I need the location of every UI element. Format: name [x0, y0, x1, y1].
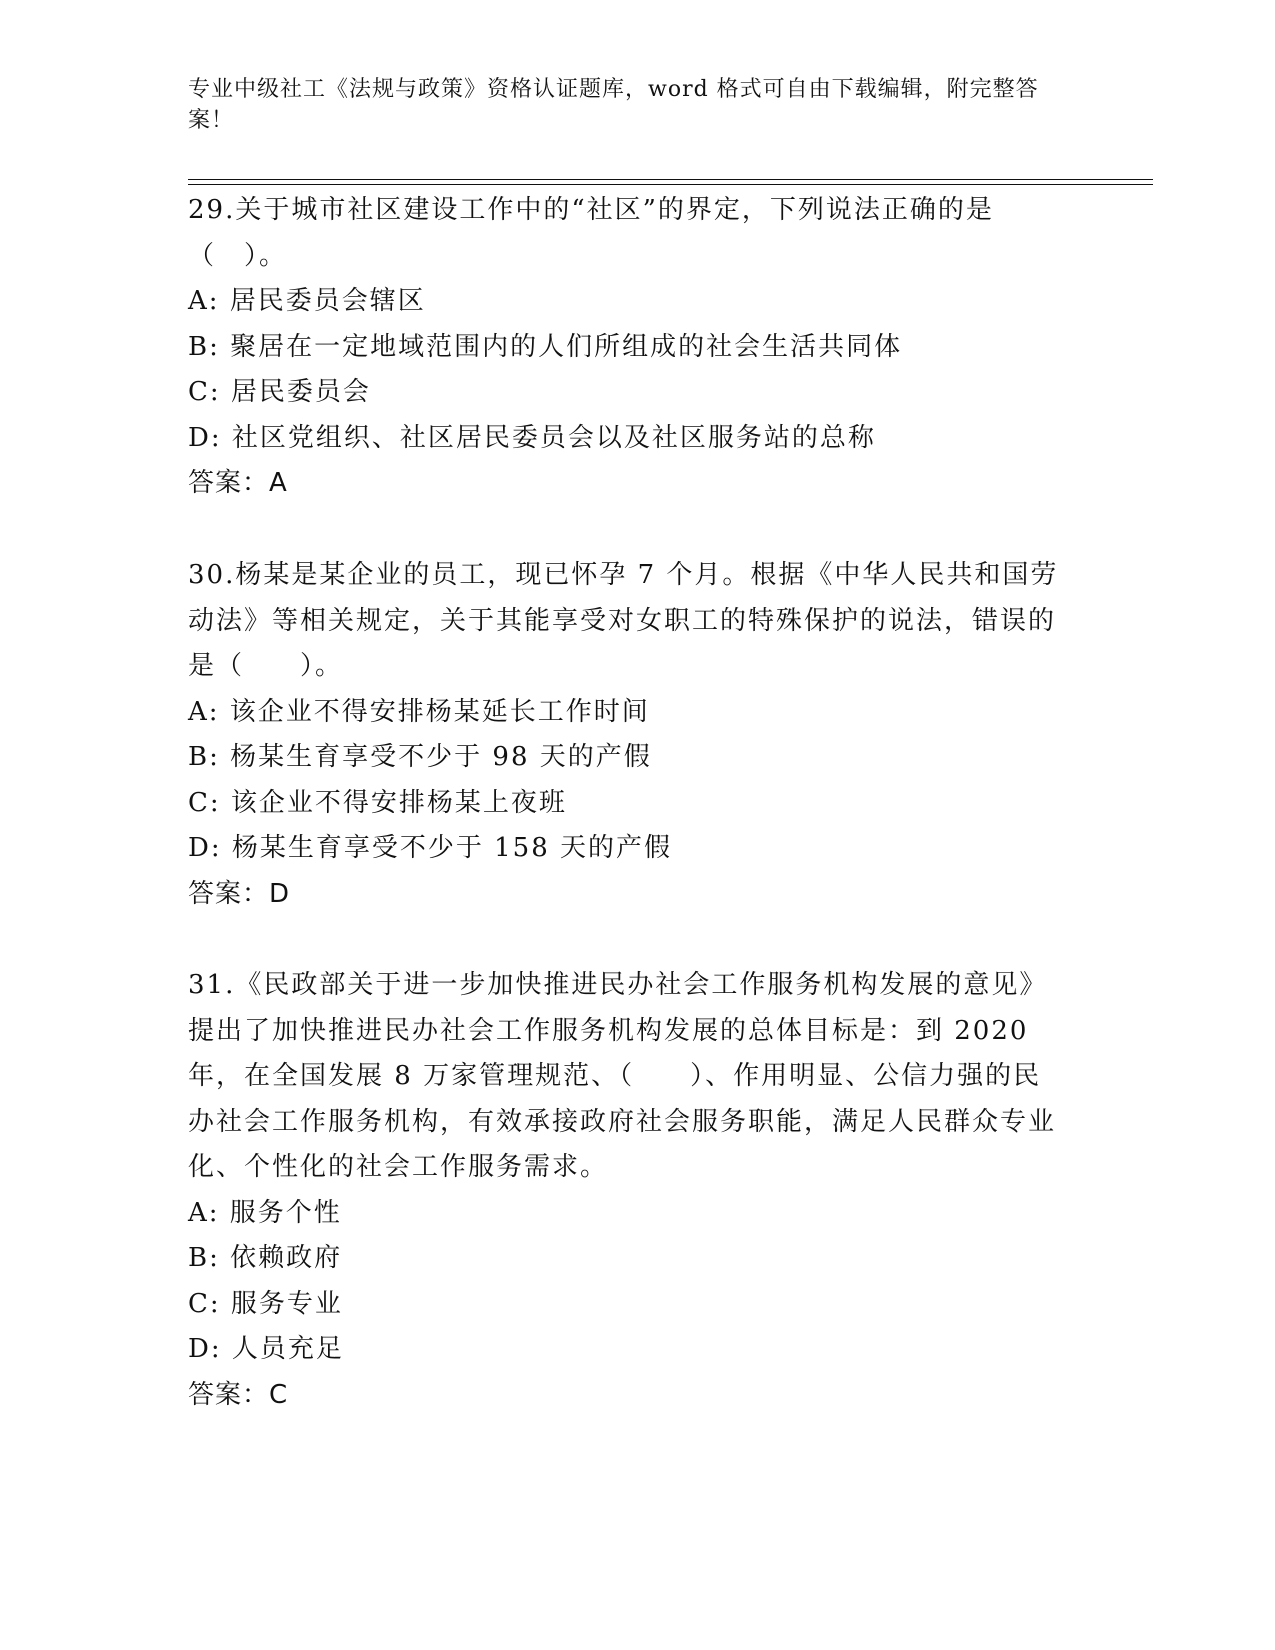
header-rule-bottom — [188, 184, 1153, 185]
answer: 答案：C — [188, 1379, 289, 1410]
question-29 — [188, 188, 1088, 507]
answer: 答案：D — [188, 878, 291, 909]
option-b: B: 聚居在一定地域范围内的人们所组成的社会生活共同体 — [188, 331, 903, 362]
question-30 — [188, 553, 1088, 917]
question-stem: 30.杨某是某企业的员工，现已怀孕 7 个月。根据《中华人民共和国劳动法》等相关规定，关于其能享受对女职工的特殊保护的说法，错误的是（ ）。 — [188, 560, 1059, 681]
option-b: B: 杨某生育享受不少于 98 天的产假 — [188, 742, 652, 772]
question-31 — [188, 963, 1088, 1418]
answer: 答案：A — [188, 468, 288, 498]
option-d: D: 杨某生育享受不少于 158 天的产假 — [188, 833, 673, 863]
option-a: A: 该企业不得安排杨某延长工作时间 — [188, 696, 650, 727]
question-stem: 29.关于城市社区建设工作中的“社区”的界定，下列说法正确的是（ ）。 — [188, 195, 994, 271]
option-b: B: 依赖政府 — [188, 1243, 343, 1273]
option-a: A: 服务个性 — [188, 1197, 342, 1228]
option-c: C: 该企业不得安排杨某上夜班 — [188, 787, 567, 818]
option-d: D: 人员充足 — [188, 1334, 344, 1364]
option-c: C: 服务专业 — [188, 1288, 343, 1319]
option-c: C: 居民委员会 — [188, 377, 371, 407]
question-stem: 31.《民政部关于进一步加快推进民办社会工作服务机构发展的意见》提出了加快推进民办社会工作服务机构发展的总体目标是：到 2020 年，在全国发展 8 万家管理规范、（ ）、作用明显、公信力强的民办社会工作服务机构，有效承接政府社会服务职能，满足人民群众专业化、个性化的社会工作服务需求。 — [188, 970, 1057, 1182]
document-header: 专业中级社工《法规与政策》资格认证题库，word 格式可自由下载编辑，附完整答案！ — [188, 77, 1039, 133]
option-d: D: 社区党组织、社区居民委员会以及社区服务站的总称 — [188, 422, 876, 453]
header-rule-top — [188, 179, 1153, 180]
option-a: A: 居民委员会辖区 — [188, 286, 426, 316]
